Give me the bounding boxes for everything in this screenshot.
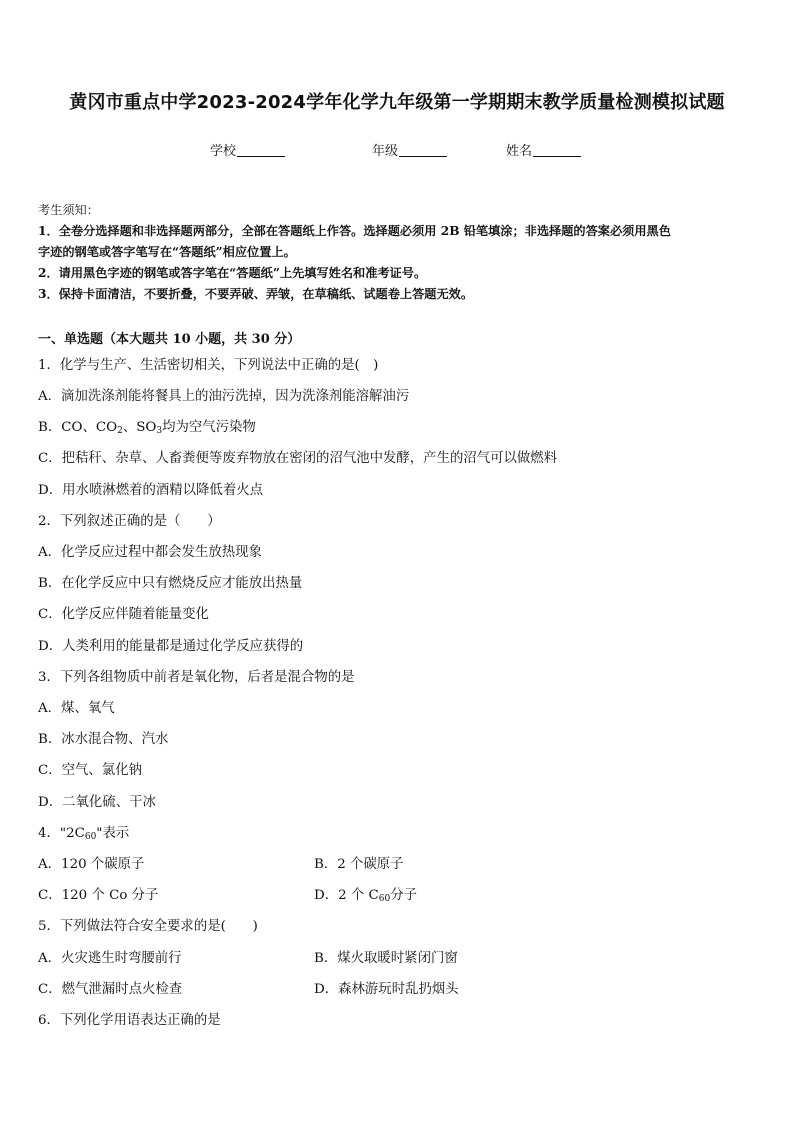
grade-field <box>372 140 447 159</box>
q2-option-b: B．在化学反应中只有燃烧反应才能放出热量 <box>38 576 303 591</box>
name-blank <box>533 142 581 157</box>
q5-option-a: A．火灾逃生时弯腰前行 <box>38 951 182 966</box>
name-field <box>506 140 581 159</box>
notice-item-1a: 1．全卷分选择题和非选择题两部分，全部在答题纸上作答。选择题必须用 2B 铅笔填涂；非选择题的答案必须用黑色 <box>38 224 671 238</box>
q1-option-a: A．滴加洗涤剂能将餐具上的油污洗掉，因为洗涤剂能溶解油污 <box>38 389 410 404</box>
q2-option-a: A．化学反应过程中都会发生放热现象 <box>38 545 262 560</box>
q2-stem: 2．下列叙述正确的是（ ） <box>38 514 221 529</box>
q3-option-d: D．二氧化硫、干冰 <box>38 795 156 810</box>
exam-title: 黄冈市重点中学2023-2024学年化学九年级第一学期期末教学质量检测模拟试题 <box>69 92 725 113</box>
grade-label: 年级 <box>372 144 399 159</box>
q1-option-b <box>38 416 256 436</box>
q4-option-d <box>314 884 417 904</box>
q5-option-c: C．燃气泄漏时点火检查 <box>38 982 183 997</box>
notice-item-2: 2．请用黑色字迹的钢笔或答字笔在“答题纸”上先填写姓名和准考证号。 <box>38 266 427 280</box>
school-label: 学校 <box>210 144 237 159</box>
q3-option-a: A．煤、氧气 <box>38 701 115 716</box>
q1-option-b-text: 、SO <box>122 420 157 435</box>
q1-option-b-text: 均为空气污染物 <box>162 420 256 435</box>
grade-blank <box>399 142 447 157</box>
subscript: 60 <box>378 894 391 904</box>
q1-option-c: C．把秸秆、杂草、人畜粪便等废弃物放在密闭的沼气池中发酵，产生的沼气可以做燃料 <box>38 451 558 466</box>
notice-item-1b: 字迹的钢笔或答字笔写在“答题纸”相应位置上。 <box>38 245 296 259</box>
q2-option-d: D．人类利用的能量都是通过化学反应获得的 <box>38 639 304 654</box>
q4-option-a: A．120 个碳原子 <box>38 857 145 872</box>
q5-option-b: B．煤火取暖时紧闭门窗 <box>314 951 458 966</box>
section-heading: 一、单选题（本大题共 10 小题，共 30 分） <box>38 332 301 347</box>
notice-heading: 考生须知： <box>38 203 99 217</box>
q3-stem: 3．下列各组物质中前者是氧化物，后者是混合物的是 <box>38 670 355 685</box>
q5-stem: 5．下列做法符合安全要求的是( ) <box>38 919 258 934</box>
q5-option-d: D．森林游玩时乱扔烟头 <box>314 982 459 997</box>
q1-stem: 1．化学与生产、生活密切相关，下列说法中正确的是( ) <box>38 358 379 373</box>
notice-block <box>38 200 758 305</box>
school-blank <box>237 142 285 157</box>
q1-option-b-text: B．CO、CO <box>38 420 118 435</box>
school-field <box>210 140 285 159</box>
q3-option-c: C．空气、氯化钠 <box>38 763 142 778</box>
q2-option-c: C．化学反应伴随着能量变化 <box>38 607 209 622</box>
q4-stem-text: 4．"2C <box>38 826 85 841</box>
student-info-row <box>0 140 794 160</box>
subscript: 2 <box>117 426 123 436</box>
q6-stem: 6．下列化学用语表达正确的是 <box>38 1013 221 1028</box>
q4-stem-text: "表示 <box>96 826 130 841</box>
q3-option-b: B．冰水混合物、汽水 <box>38 732 169 747</box>
q4-stem <box>38 822 129 842</box>
subscript: 60 <box>84 832 97 842</box>
q4-option-d-text: 分子 <box>390 888 418 903</box>
q4-option-b: B．2 个碳原子 <box>314 857 404 872</box>
q4-option-d-text: D．2 个 C <box>314 888 379 903</box>
q4-option-c: C．120 个 Co 分子 <box>38 888 159 903</box>
notice-item-3: 3．保持卡面清洁，不要折叠，不要弄破、弄皱，在草稿纸、试题卷上答题无效。 <box>38 287 474 301</box>
q1-option-d: D．用水喷淋燃着的酒精以降低着火点 <box>38 483 263 498</box>
subscript: 3 <box>156 426 163 436</box>
name-label: 姓名 <box>506 144 533 159</box>
